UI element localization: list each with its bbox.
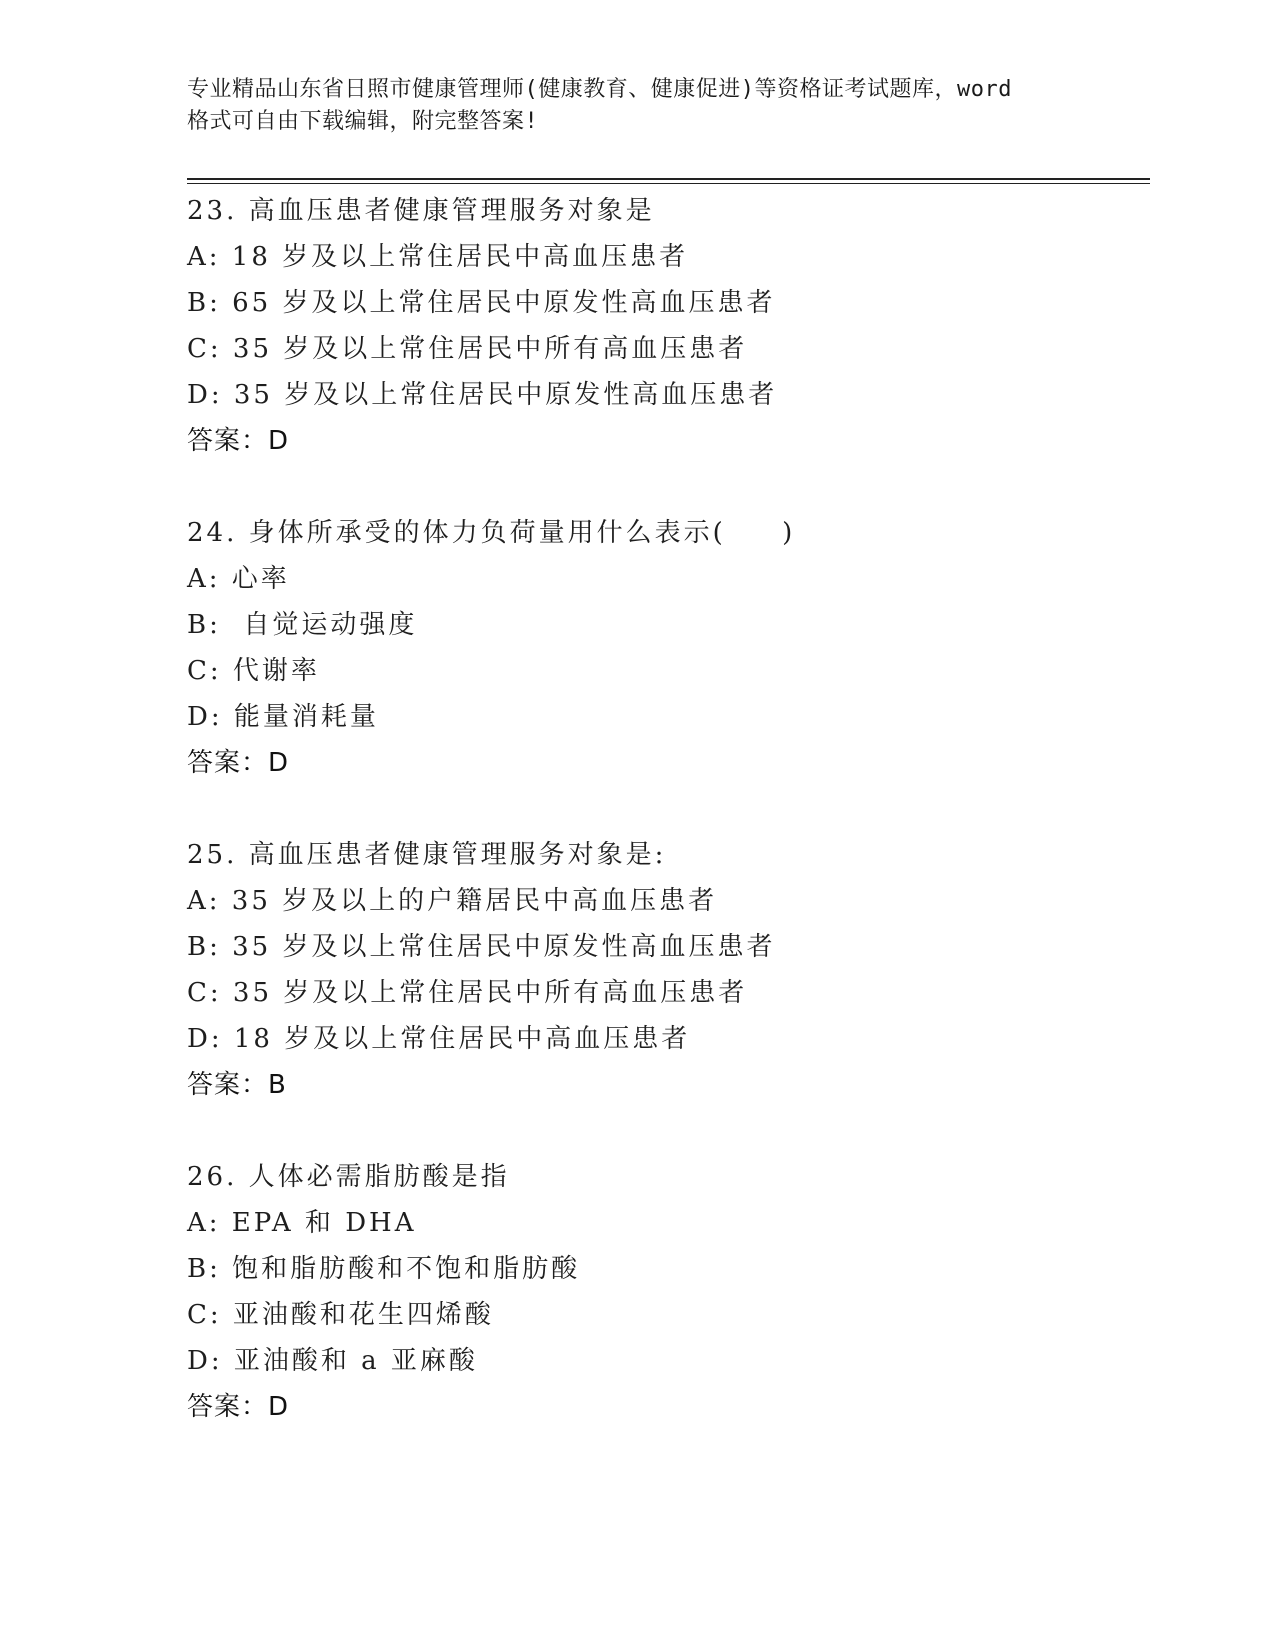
option-b: B: 35 岁及以上常住居民中原发性高血压患者 [187,932,776,962]
answer-line: 答案：D [187,1392,290,1422]
option-d: D: 能量消耗量 [187,702,379,732]
option-d: D: 18 岁及以上常住居民中高血压患者 [187,1024,691,1054]
question-stem: 25. 高血压患者健康管理服务对象是: [187,840,667,870]
question-stem: 24. 身体所承受的体力负荷量用什么表示( ) [187,518,796,548]
question-list [187,188,1147,1430]
answer-line: 答案：D [187,426,290,456]
answer-line: 答案：B [187,1070,287,1100]
option-b: B: 饱和脂肪酸和不饱和脂肪酸 [187,1254,581,1284]
option-c: C: 35 岁及以上常住居民中所有高血压患者 [187,978,748,1008]
option-a: A: EPA 和 DHA [187,1208,417,1238]
option-a: A: 35 岁及以上的户籍居民中高血压患者 [187,886,718,916]
option-a: A: 18 岁及以上常住居民中高血压患者 [187,242,689,272]
header-divider-thin [187,183,1150,184]
option-d: D: 亚油酸和 a 亚麻酸 [187,1346,478,1376]
document-header [187,74,1087,138]
answer-line: 答案：D [187,748,290,778]
question-23 [187,188,1147,464]
question-25 [187,832,1147,1108]
question-26 [187,1154,1147,1430]
question-stem: 26. 人体必需脂肪酸是指 [187,1162,510,1192]
header-divider-thick [187,178,1150,180]
option-b: B: 自觉运动强度 [187,610,418,640]
option-d: D: 35 岁及以上常住居民中原发性高血压患者 [187,380,778,410]
header-line-1: 专业精品山东省日照市健康管理师(健康教育、健康促进)等资格证考试题库，word [187,77,1012,102]
option-b: B: 65 岁及以上常住居民中原发性高血压患者 [187,288,776,318]
option-c: C: 35 岁及以上常住居民中所有高血压患者 [187,334,748,364]
question-stem: 23. 高血压患者健康管理服务对象是 [187,196,655,226]
question-24 [187,510,1147,786]
option-c: C: 亚油酸和花生四烯酸 [187,1300,494,1330]
option-c: C: 代谢率 [187,656,320,686]
header-line-2: 格式可自由下载编辑，附完整答案! [187,109,539,134]
option-a: A: 心率 [187,564,290,594]
